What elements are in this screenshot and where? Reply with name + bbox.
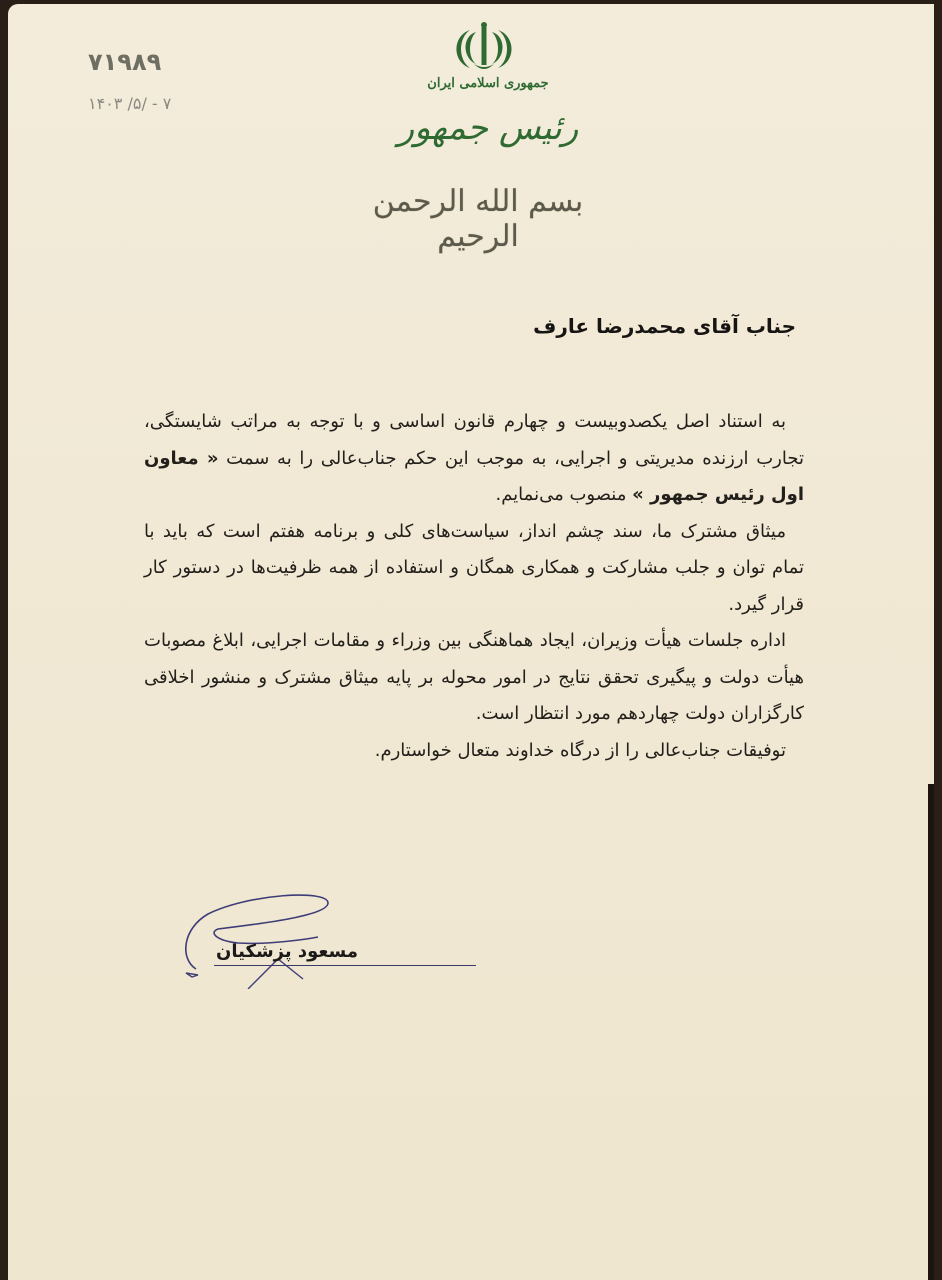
- reference-number: ۷۱۹۸۹: [88, 48, 162, 76]
- signer-name: مسعود پزشکیان: [216, 941, 359, 962]
- paragraph-duties: اداره جلسات هیأت وزیران، ایجاد هماهنگی بین وزراء و مقامات اجرایی، ابلاغ مصوبات هیأت دولت و پیگیری تحقق نتایج در امور محوله بر پایه میثاق مشترک و منشور اخلاقی کارگزاران دولت چهاردهم مورد انتظار است.: [144, 630, 804, 724]
- paragraph-charter: میثاق مشترک ما، سند چشم انداز، سیاست‌های کلی و برنامه هفتم است که باید با تمام توان و جلب مشارکت و همکاری همگان و استفاده از همه ظرفیت‌ها در دستور کار قرار گیرد.: [144, 520, 804, 615]
- basmala-calligraphy: بسم الله الرحمن الرحیم: [372, 184, 584, 254]
- handwritten-signature-icon: [178, 889, 498, 989]
- signature-line: [214, 965, 476, 966]
- signature-block: [178, 889, 498, 989]
- organization-name: جمهوری اسلامی ایران: [427, 76, 549, 91]
- paragraph-closing: توفیقات جناب‌عالی را از درگاه خداوند متعال خواستارم.: [374, 739, 786, 761]
- letter-date: ۱۴۰۳ /۵/ - ۷: [88, 94, 172, 113]
- recipient: جناب آقای محمدرضا عارف: [533, 314, 796, 338]
- letter-page: [8, 4, 934, 1280]
- paragraph-text: منصوب می‌نمایم.: [495, 484, 633, 505]
- paragraph-appointment: [144, 404, 804, 514]
- appointed-position: « معاون اول رئیس جمهور »: [144, 447, 804, 505]
- office-title: رئیس جمهور: [397, 108, 579, 148]
- iran-emblem-icon: [452, 20, 516, 74]
- letter-body: [144, 404, 804, 769]
- paragraph-text: به استناد اصل یکصدوبیست و چهارم قانون اساسی و با توجه به مراتب شایستگی، تجارب ارزنده مدیریتی و اجرایی، به موجب این حکم جناب‌عالی را به سمت: [144, 411, 804, 469]
